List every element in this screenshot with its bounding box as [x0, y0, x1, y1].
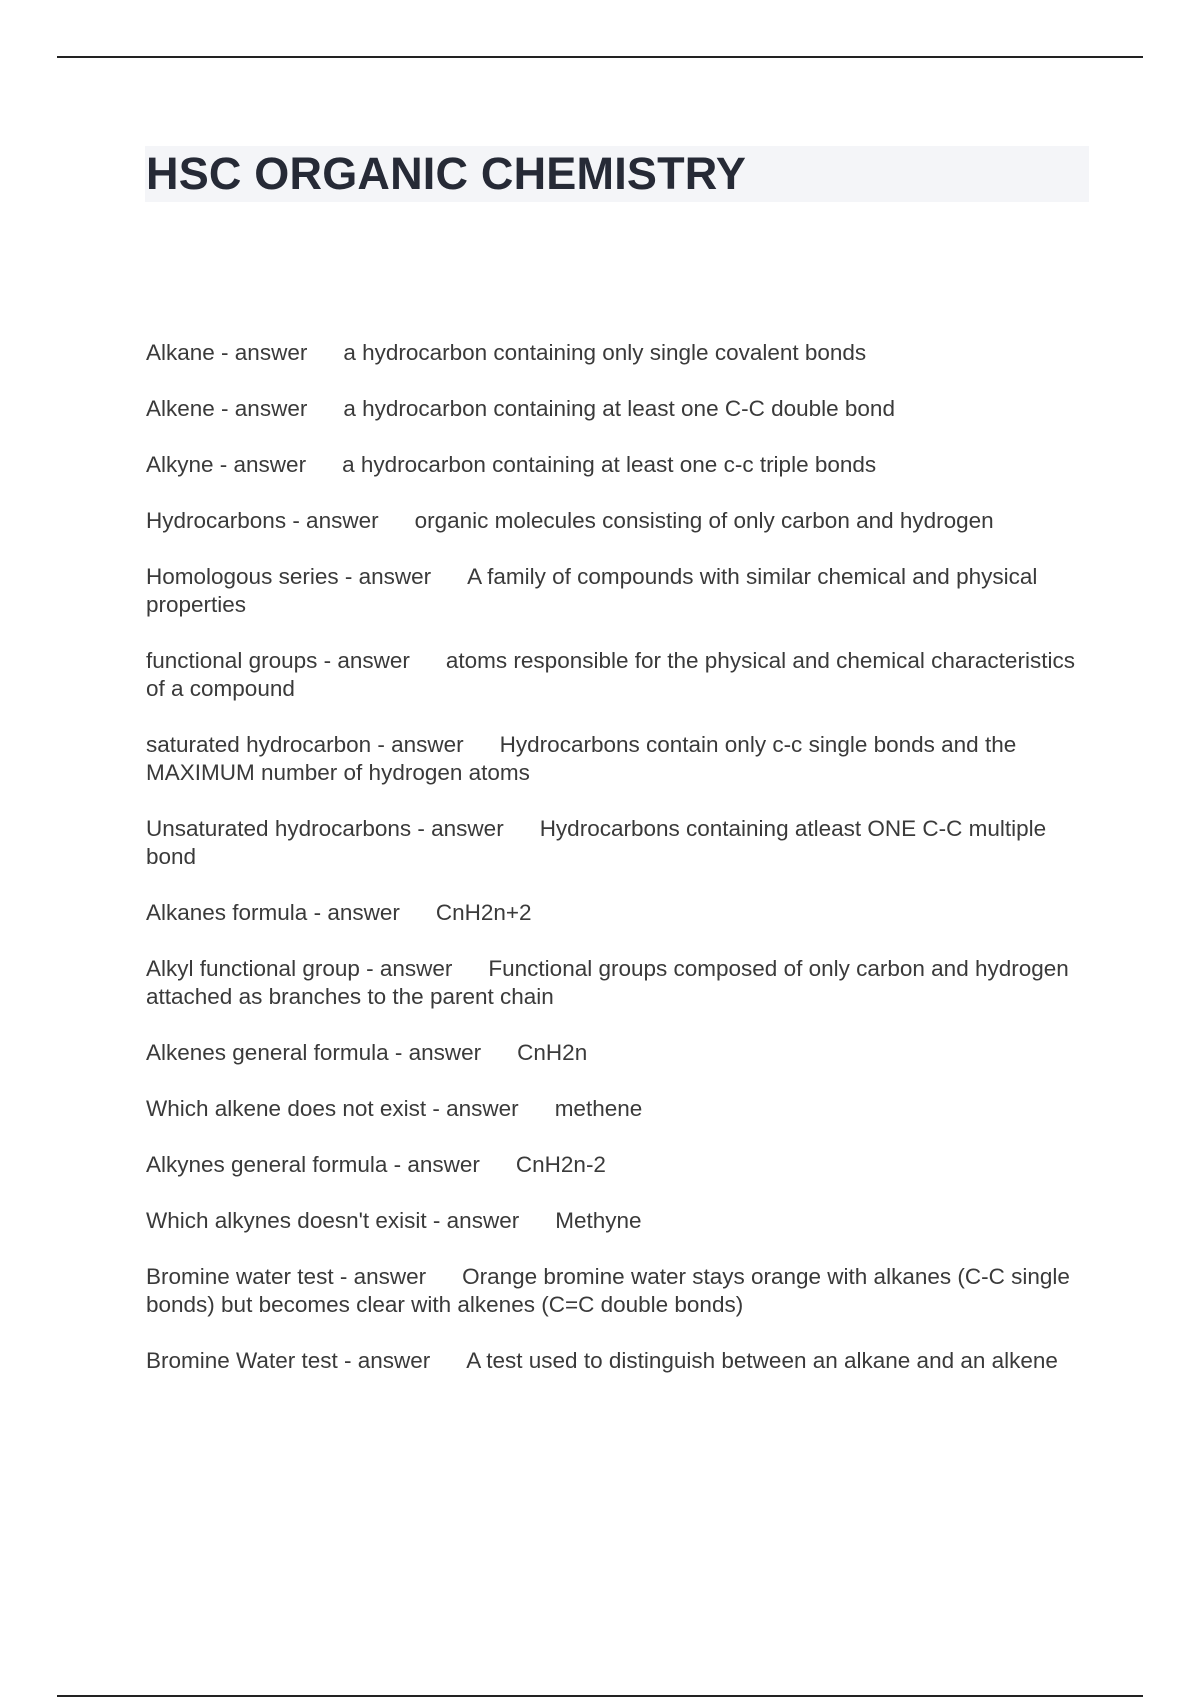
card-definition: CnH2n	[517, 1040, 588, 1065]
card-definition: A test used to distinguish between an alkane and an alkene	[466, 1348, 1058, 1373]
card-term: Unsaturated hydrocarbons - answer	[146, 816, 504, 841]
card-term: Alkene - answer	[146, 396, 308, 421]
card-term: Hydrocarbons - answer	[146, 508, 379, 533]
card-definition: organic molecules consisting of only carbon and hydrogen	[414, 508, 994, 533]
card-definition: a hydrocarbon containing only single covalent bonds	[343, 340, 867, 365]
page-title: HSC ORGANIC CHEMISTRY	[146, 148, 747, 199]
flashcard-item	[146, 1039, 1090, 1067]
flashcard-list	[146, 339, 1090, 1403]
card-definition: Orange bromine water stays orange with alkanes (C-C single bonds) but becomes clear with alkenes (C=C double bonds)	[146, 1264, 1070, 1317]
card-term: Bromine water test - answer	[146, 1264, 427, 1289]
card-term: saturated hydrocarbon - answer	[146, 732, 464, 757]
card-term: functional groups - answer	[146, 648, 410, 673]
card-definition: Methyne	[555, 1208, 642, 1233]
flashcard-item	[146, 395, 1090, 423]
card-definition: CnH2n-2	[515, 1152, 606, 1177]
card-term: Alkyne - answer	[146, 452, 307, 477]
bottom-rule	[57, 1695, 1143, 1697]
card-term: Alkane - answer	[146, 340, 308, 365]
card-definition: atoms responsible for the physical and chemical characteristics of a compound	[146, 648, 1075, 701]
card-definition: Hydrocarbons contain only c-c single bonds and the MAXIMUM number of hydrogen atoms	[146, 732, 1017, 785]
card-definition: Hydrocarbons containing atleast ONE C-C multiple bond	[146, 816, 1047, 869]
card-term: Which alkene does not exist - answer	[146, 1096, 519, 1121]
card-term: Alkenes general formula - answer	[146, 1040, 482, 1065]
flashcard-item	[146, 507, 1090, 535]
flashcard-item	[146, 1095, 1090, 1123]
flashcard-item	[146, 1207, 1090, 1235]
flashcard-item	[146, 339, 1090, 367]
flashcard-item	[146, 1151, 1090, 1179]
card-term: Alkanes formula - answer	[146, 900, 400, 925]
top-rule	[57, 56, 1143, 58]
flashcard-item	[146, 1263, 1090, 1319]
card-definition: methene	[554, 1096, 643, 1121]
card-definition: A family of compounds with similar chemical and physical properties	[146, 564, 1038, 617]
card-term: Bromine Water test - answer	[146, 1348, 431, 1373]
flashcard-item	[146, 563, 1090, 619]
card-definition: a hydrocarbon containing at least one C-C double bond	[343, 396, 895, 421]
card-definition: CnH2n+2	[435, 900, 532, 925]
flashcard-item	[146, 451, 1090, 479]
card-definition: Functional groups composed of only carbon and hydrogen attached as branches to the parent chain	[146, 956, 1069, 1009]
flashcard-item	[146, 815, 1090, 871]
flashcard-item	[146, 647, 1090, 703]
card-term: Homologous series - answer	[146, 564, 432, 589]
flashcard-item	[146, 955, 1090, 1011]
card-term: Alkynes general formula - answer	[146, 1152, 480, 1177]
flashcard-item	[146, 1347, 1090, 1375]
card-term: Alkyl functional group - answer	[146, 956, 453, 981]
flashcard-item	[146, 731, 1090, 787]
card-term: Which alkynes doesn't exisit - answer	[146, 1208, 520, 1233]
flashcard-item	[146, 899, 1090, 927]
card-definition: a hydrocarbon containing at least one c-c triple bonds	[342, 452, 877, 477]
